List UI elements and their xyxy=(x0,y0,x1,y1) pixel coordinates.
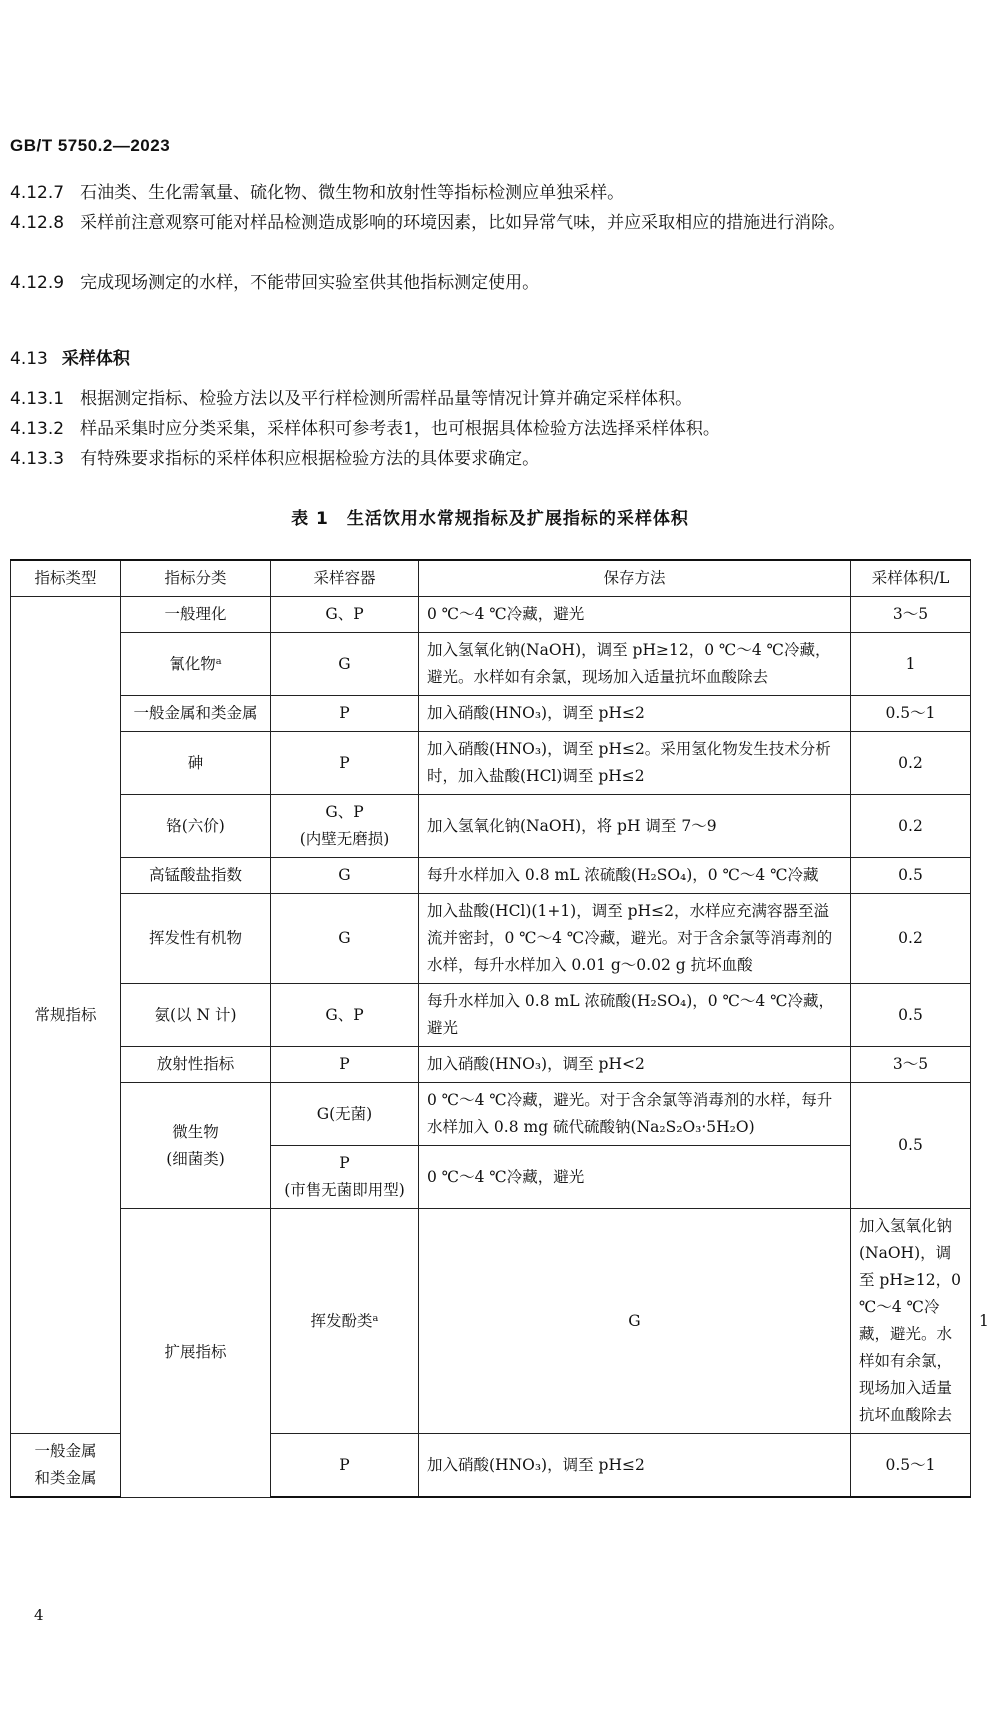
container-cell: G xyxy=(271,858,419,894)
table-row xyxy=(11,984,971,1047)
volume-cell: 0.5～1 xyxy=(851,1434,971,1498)
method-cell: 0 ℃～4 ℃冷藏，避光。对于含余氯等消毒剂的水样，每升水样加入 0.8 mg 硫代硫酸钠(Na₂S₂O₃·5H₂O) xyxy=(419,1083,851,1146)
table-row xyxy=(11,1083,971,1146)
table-row xyxy=(11,858,971,894)
category-cell: 砷 xyxy=(121,732,271,795)
page-number: 4 xyxy=(34,1606,44,1624)
table-row xyxy=(11,732,971,795)
category-cell xyxy=(11,1434,121,1498)
volume-cell: 0.5 xyxy=(851,858,971,894)
container-line: G、P xyxy=(325,803,364,821)
table-row xyxy=(11,795,971,858)
section-title: 采样体积 xyxy=(61,349,130,369)
container-cell: G xyxy=(419,1209,851,1434)
clause-4-13-3 xyxy=(10,444,970,474)
clause-number: 4.12.7 xyxy=(10,183,65,203)
sampling-volume-table xyxy=(10,559,989,1498)
volume-cell: 1 xyxy=(851,633,971,696)
category-cell: 一般理化 xyxy=(121,597,271,633)
method-cell: 加入硝酸(HNO₃)，调至 pH<2 xyxy=(419,1047,851,1083)
container-cell: G、P xyxy=(271,597,419,633)
header-cell: 保存方法 xyxy=(419,560,851,597)
clause-number: 4.12.8 xyxy=(10,213,65,233)
category-note: (细菌类) xyxy=(166,1149,225,1168)
category-cell: 挥发酚类ᵃ xyxy=(271,1209,419,1434)
container-cell xyxy=(271,1146,419,1209)
table-row xyxy=(11,894,971,984)
category-cell: 高锰酸盐指数 xyxy=(121,858,271,894)
header-cell: 指标分类 xyxy=(121,560,271,597)
method-cell: 0 ℃～4 ℃冷藏，避光 xyxy=(419,1146,851,1209)
clause-text: 根据测定指标、检验方法以及平行样检测所需样品量等情况计算并确定采样体积。 xyxy=(80,389,693,409)
container-note: (市售无菌即用型) xyxy=(284,1181,405,1199)
method-cell: 加入氢氧化钠(NaOH)，调至 pH≥12，0 ℃～4 ℃冷藏，避光。水样如有余氯，现场加入适量抗坏血酸除去 xyxy=(851,1209,971,1434)
table-header-row xyxy=(11,560,971,597)
volume-cell: 3～5 xyxy=(851,1047,971,1083)
clause-number: 4.13.3 xyxy=(10,449,65,469)
table-row xyxy=(11,1047,971,1083)
clause-4-12-8 xyxy=(10,208,970,238)
clause-4-12-9 xyxy=(10,268,970,298)
category-cell: 氰化物ᵃ xyxy=(121,633,271,696)
container-cell: P xyxy=(271,732,419,795)
category-cell: 一般金属和类金属 xyxy=(121,696,271,732)
method-cell: 加入硝酸(HNO₃)，调至 pH≤2 xyxy=(419,1434,851,1498)
method-cell: 加入硝酸(HNO₃)，调至 pH≤2 xyxy=(419,696,851,732)
volume-cell: 0.2 xyxy=(851,732,971,795)
container-cell: P xyxy=(271,1434,419,1498)
volume-cell: 0.2 xyxy=(851,894,971,984)
volume-cell: 0.5～1 xyxy=(851,696,971,732)
category-cell: 铬(六价) xyxy=(121,795,271,858)
clause-4-13-2 xyxy=(10,414,970,444)
group-label-routine: 常规指标 xyxy=(11,597,121,1434)
container-cell: G xyxy=(271,894,419,984)
container-cell xyxy=(271,795,419,858)
clause-number: 4.12.9 xyxy=(10,273,65,293)
category-cell: 氨(以 N 计) xyxy=(121,984,271,1047)
document-header: GB/T 5750.2—2023 xyxy=(10,136,171,155)
clause-text: 有特殊要求指标的采样体积应根据检验方法的具体要求确定。 xyxy=(80,449,540,469)
clause-text: 完成现场测定的水样，不能带回实验室供其他指标测定使用。 xyxy=(80,273,540,293)
section-heading-4-13 xyxy=(10,344,130,369)
clause-number: 4.13.1 xyxy=(10,389,65,409)
table-row: 扩展指标 挥发酚类ᵃ G 加入氢氧化钠(NaOH)，调至 pH≥12，0 ℃～4 ℃冷藏，避光。水样如有余氯，现场加入适量抗坏血酸除去 1 xyxy=(11,1209,971,1434)
method-cell: 0 ℃～4 ℃冷藏，避光 xyxy=(419,597,851,633)
table-row xyxy=(11,597,971,633)
section-number: 4.13 xyxy=(10,349,48,369)
clause-text: 样品采集时应分类采集，采样体积可参考表1，也可根据具体检验方法选择采样体积。 xyxy=(80,419,720,439)
category-cell: 挥发性有机物 xyxy=(121,894,271,984)
container-note: (内壁无磨损) xyxy=(299,830,390,848)
header-cell: 采样容器 xyxy=(271,560,419,597)
clause-4-13-1 xyxy=(10,384,970,414)
clause-number: 4.13.2 xyxy=(10,419,65,439)
category-line: 一般金属 xyxy=(34,1442,97,1460)
method-cell: 加入氢氧化钠(NaOH)，调至 pH≥12，0 ℃～4 ℃冷藏，避光。水样如有余氯，现场加入适量抗坏血酸除去 xyxy=(419,633,851,696)
category-cell: 放射性指标 xyxy=(121,1047,271,1083)
container-cell: G xyxy=(271,633,419,696)
category-line: 微生物 xyxy=(172,1122,219,1141)
container-cell: G、P xyxy=(271,984,419,1047)
method-cell: 加入硝酸(HNO₃)，调至 pH≤2。采用氢化物发生技术分析时，加入盐酸(HCl)调至 pH≤2 xyxy=(419,732,851,795)
method-cell: 加入盐酸(HCl)(1+1)，调至 pH≤2，水样应充满容器至溢流并密封，0 ℃～4 ℃冷藏，避光。对于含余氯等消毒剂的水样，每升水样加入 0.01 g～0.02 g 抗坏血酸 xyxy=(419,894,851,984)
category-line: 和类金属 xyxy=(34,1469,97,1487)
method-cell: 加入氢氧化钠(NaOH)，将 pH 调至 7～9 xyxy=(419,795,851,858)
volume-cell: 0.2 xyxy=(851,795,971,858)
container-cell: G(无菌) xyxy=(271,1083,419,1146)
clause-text: 采样前注意观察可能对样品检测造成影响的环境因素，比如异常气味，并应采取相应的措施进行消除。 xyxy=(80,213,846,233)
clause-4-12-7 xyxy=(10,178,970,208)
clause-text: 石油类、生化需氧量、硫化物、微生物和放射性等指标检测应单独采样。 xyxy=(80,183,625,203)
group-label-extended: 扩展指标 xyxy=(121,1209,271,1498)
container-line: P xyxy=(339,1154,350,1172)
volume-cell: 0.5 xyxy=(851,1083,971,1209)
header-cell: 采样体积/L xyxy=(851,560,971,597)
volume-cell: 0.5 xyxy=(851,984,971,1047)
method-cell: 每升水样加入 0.8 mL 浓硫酸(H₂SO₄)，0 ℃～4 ℃冷藏，避光 xyxy=(419,984,851,1047)
container-cell: P xyxy=(271,696,419,732)
table-row xyxy=(11,633,971,696)
volume-cell: 3～5 xyxy=(851,597,971,633)
table-caption: 表 1 生活饮用水常规指标及扩展指标的采样体积 xyxy=(291,509,689,529)
category-cell-microbe xyxy=(121,1083,271,1209)
method-cell: 每升水样加入 0.8 mL 浓硫酸(H₂SO₄)，0 ℃～4 ℃冷藏 xyxy=(419,858,851,894)
header-cell: 指标类型 xyxy=(11,560,121,597)
table-row xyxy=(11,696,971,732)
container-cell: P xyxy=(271,1047,419,1083)
